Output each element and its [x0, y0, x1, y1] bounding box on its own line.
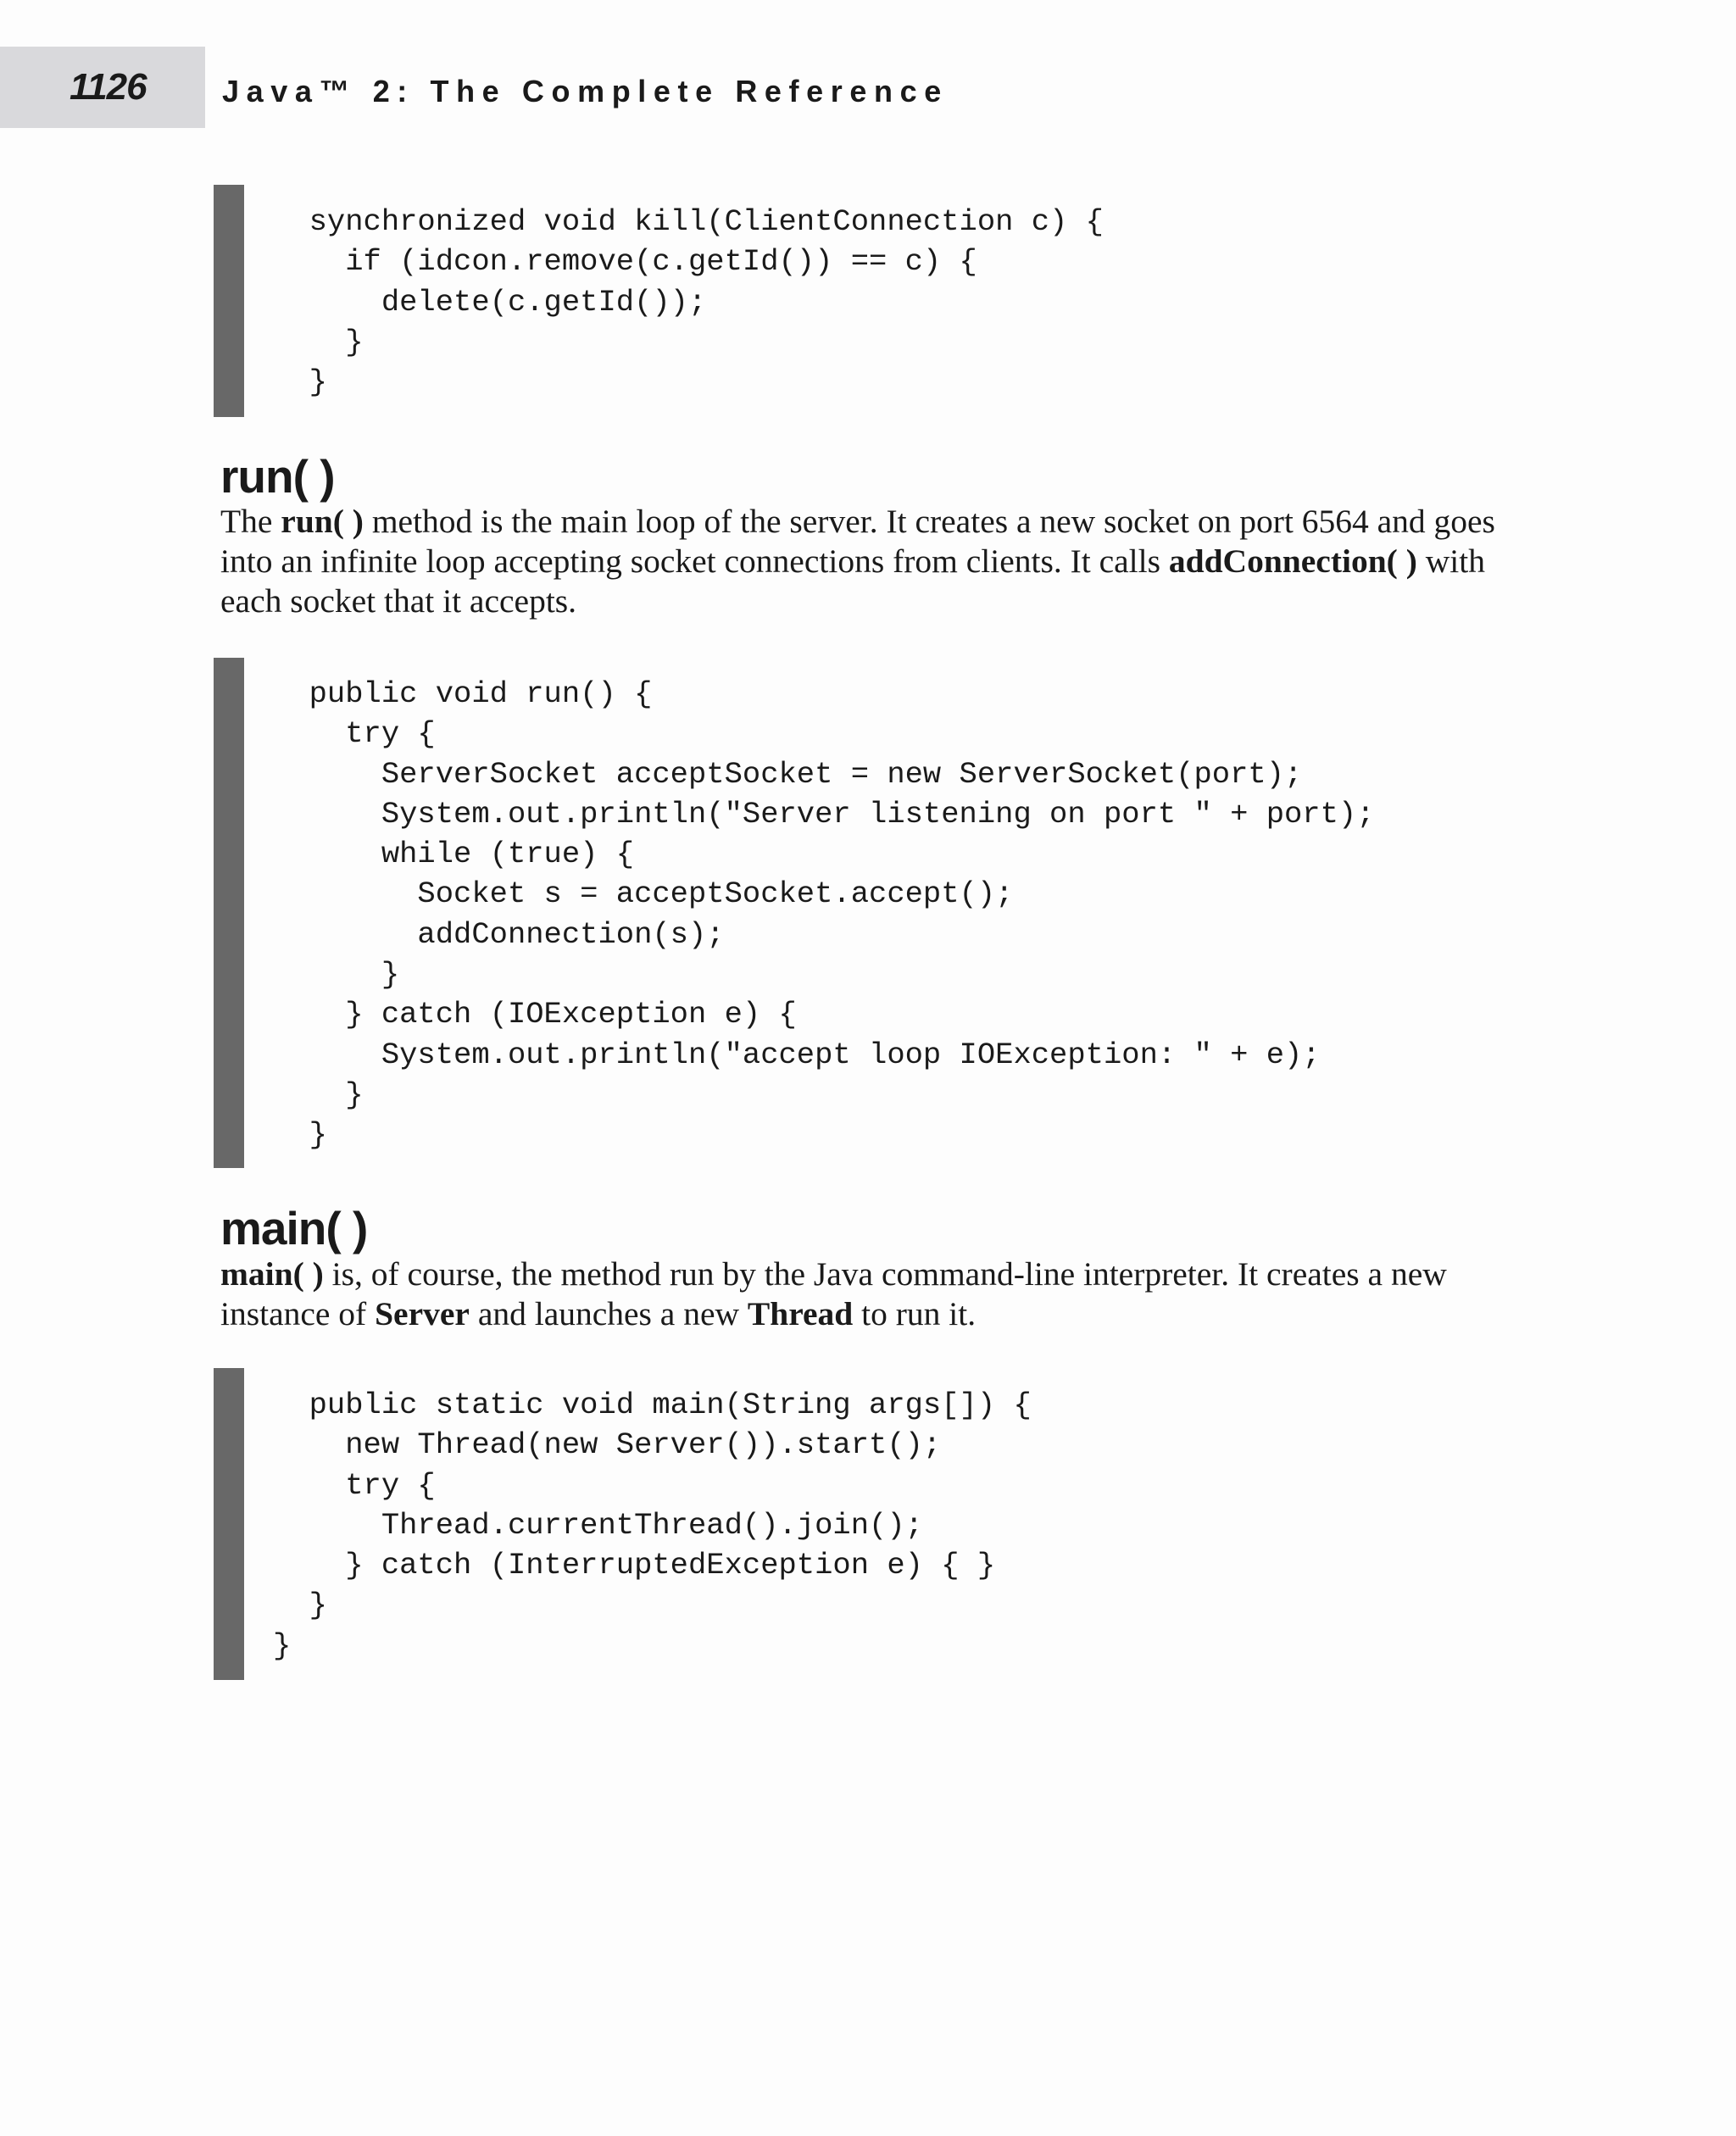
- text: method is the main loop of the server. It creates a new socket on port 6564 and goes into an infinite loop accepting socket connections from clients. It calls: [220, 503, 1495, 580]
- text: and launches a new: [469, 1295, 748, 1332]
- text: The: [220, 503, 281, 540]
- paragraph-run: [220, 502, 1526, 621]
- code-block-bar: [214, 185, 244, 417]
- code-block-bar: [214, 658, 244, 1168]
- section-heading-main: main( ): [220, 1202, 368, 1254]
- page-number: 1126: [70, 66, 147, 108]
- running-title: Java™ 2: The Complete Reference: [222, 74, 949, 108]
- code-term-main: main( ): [220, 1255, 324, 1293]
- code-block-bar: [214, 1368, 244, 1680]
- code-term-server: Server: [375, 1295, 470, 1332]
- paragraph-main: [220, 1254, 1526, 1334]
- code-term-run: run( ): [281, 503, 364, 540]
- text: is, of course, the method run by the Java command-line interpreter. It creates a new instance of: [220, 1255, 1447, 1332]
- code-term-thread: Thread: [747, 1295, 854, 1332]
- code-block-kill: synchronized void kill(ClientConnection c) { if (idcon.remove(c.getId()) == c) { delete(c.getId()); } }: [309, 204, 1104, 400]
- code-block-main: public static void main(String args[]) { new Thread(new Server()).start(); try { Thread.currentThread().join(); } catch (InterruptedException e) { } } }: [273, 1388, 1032, 1663]
- code-block-run: public void run() { try { ServerSocket acceptSocket = new ServerSocket(port); System.out.println("Server listening on port " + port); while (true) { Socket s = acceptSocket.accept(); addConnection(s); } } catch (IOException e) { System.out.println("accept loop IOException: " + e); } }: [309, 676, 1375, 1153]
- code-term-addconnection: addConnection( ): [1168, 542, 1417, 580]
- section-heading-run: run( ): [220, 450, 335, 503]
- text: with each socket that it accepts.: [220, 542, 1485, 620]
- text: to run it.: [853, 1295, 976, 1332]
